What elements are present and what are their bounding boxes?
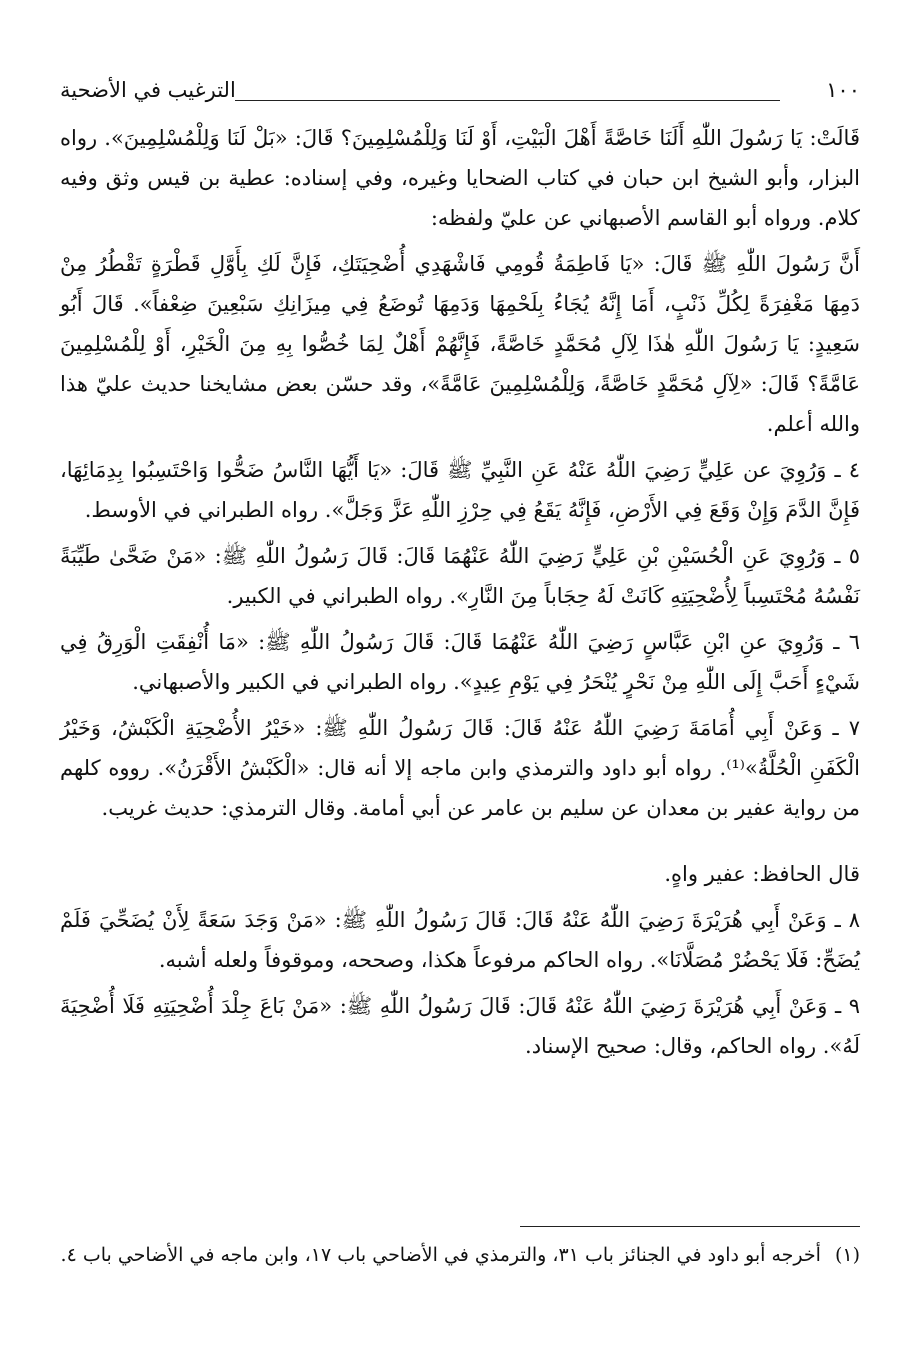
hadith-9: ٩ ـ وَعَنْ أَبِي هُرَيْرَةَ رَضِيَ اللّٰهُ عَنْهُ قَالَ: قَالَ رَسُولُ اللّٰهِ ﷺ: «مَنْ بَاعَ جِلْدَ أُضْحِيَتِهِ فَلَا أُضْحِيَةَ لَهُ». رواه الحاكم، وقال: صحيح الإسناد. xyxy=(60,994,860,1058)
footnote-rule xyxy=(520,1226,860,1227)
hadith-4: ٤ ـ وَرُوِيَ عن عَلِيٍّ رَضِيَ اللّٰهُ عَنْهُ عَنِ النَّبِيِّ ﷺ قَالَ: «يَا أَيُّهَا النَّاسُ ضَحُّوا وَاحْتَسِبُوا بِدِمَائِهَا، فَإِنَّ الدَّمَ وَإِنْ وَقَعَ فِي الأَرْضِ، فَإِنَّهُ يَقَعُ فِي حِرْزِ اللّٰهِ عَزَّ وَجَلَّ». رواه الطبراني في الأوسط. xyxy=(60,458,860,522)
hadith-7: ٧ ـ وَعَنْ أَبِي أُمَامَةَ رَضِيَ اللّٰهُ عَنْهُ قَالَ: قَالَ رَسُولُ اللّٰهِ ﷺ: «خَيْرُ الأُضْحِيَةِ الْكَبْشُ، وَخَيْرُ الْكَفَنِ الْحُلَّةُ»⁽¹⁾. رواه أبو داود والترمذي وابن ماجه إلا أنه قال: «الْكَبْشُ الأَقْرَنُ». رووه كلهم من رواية عفير بن معدان عن سليم بن عامر عن أبي أمامة. وقال الترمذي: حديث غريب. xyxy=(60,716,860,820)
page-body xyxy=(60,118,860,1066)
paragraph-continuation: قَالَتْ: يَا رَسُولَ اللّٰهِ أَلَنَا خَاصَّةً أَهْلَ الْبَيْتِ، أَوْ لَنَا وَلِلْمُسْلِمِينَ؟ قَالَ: «بَلْ لَنَا وَلِلْمُسْلِمِينَ». رواه البزار، وأبو الشيخ ابن حبان في كتاب الضحايا وغيره، وفي إسناده: عطية بن قيس وثق وفيه كلام. ورواه أبو القاسم الأصبهاني عن عليّ ولفظه: xyxy=(60,126,860,230)
footnote-text: أخرجه أبو داود في الجنائز باب ٣١، والترمذي في الأضاحي باب ١٧، وابن ماجه في الأضاحي باب ٤. xyxy=(60,1244,821,1266)
hadith-6: ٦ ـ وَرُوِيَ عنِ ابْنِ عَبَّاسٍ رَضِيَ اللّٰهُ عَنْهُمَا قَالَ: قَالَ رَسُولُ اللّٰهِ ﷺ: «مَا أُنْفِقَتِ الْوَرِقُ فِي شَيْءٍ أَحَبَّ إِلَى اللّٰهِ مِنْ نَحْرٍ يُنْحَرُ فِي يَوْمِ عِيدٍ». رواه الطبراني في الكبير والأصبهاني. xyxy=(60,630,860,694)
running-title: الترغيب في الأضحية xyxy=(60,78,236,102)
hadith-5: ٥ ـ وَرُوِيَ عَنِ الْحُسَيْنِ بْنِ عَلِيٍّ رَضِيَ اللّٰهُ عَنْهُمَا قَالَ: قَالَ رَسُولُ اللّٰهِ ﷺ: «مَنْ ضَحَّىٰ طَيِّبَةً نَفْسُهُ مُحْتَسِباً لِأُضْحِيَتِهِ كَانَتْ لَهُ حِجَاباً مِنَ النَّارِ». رواه الطبراني في الكبير. xyxy=(60,544,860,608)
paragraph-isfahani-text: أَنَّ رَسُولَ اللّٰهِ ﷺ قَالَ: «يَا فَاطِمَةُ قُومِي فَاشْهَدِي أُضْحِيَتَكِ، فَإِنَّ لَكِ بِأَوَّلِ قَطْرَةٍ تَقْطُرُ مِنْ دَمِهَا مَغْفِرَةً لِكُلِّ ذَنْبٍ، أَمَا إِنَّهُ يُجَاءُ بِلَحْمِهَا وَدَمِهَا تُوضَعُ فِي مِيزَانِكِ سَبْعِينَ ضِعْفاً». قَالَ أَبُو سَعِيدٍ: يَا رَسُولَ اللّٰهِ هٰذَا لِآلِ مُحَمَّدٍ خَاصَّةً، فَإِنَّهُمْ أَهْلٌ لِمَا خُصُّوا بِهِ مِنَ الْخَيْرِ، أَوْ لِلْمُسْلِمِينَ عَامَّةً؟ قَالَ: «لِآلِ مُحَمَّدٍ خَاصَّةً، وَلِلْمُسْلِمِينَ عَامَّةً»، وقد حسّن بعض مشايخنا حديث عليّ هذا والله أعلم. xyxy=(60,252,860,436)
footnote xyxy=(60,1236,860,1274)
page-header xyxy=(60,78,860,110)
page-number: ١٠٠ xyxy=(826,78,860,102)
footnote-mark: (١) xyxy=(834,1244,860,1266)
hadith-8: ٨ ـ وَعَنْ أَبِي هُرَيْرَةَ رَضِيَ اللّٰهُ عَنْهُ قَالَ: قَالَ رَسُولُ اللّٰهِ ﷺ: «مَنْ وَجَدَ سَعَةً لِأَنْ يُضَحِّيَ فَلَمْ يُضَحِّ: فَلَا يَحْضُرْ مُصَلَّانَا». رواه الحاكم مرفوعاً هكذا، وصححه، وموقوفاً ولعله أشبه. xyxy=(60,908,860,972)
header-rule xyxy=(235,100,780,101)
hafiz-note: قال الحافظ: عفير واهٍ. xyxy=(664,862,860,886)
